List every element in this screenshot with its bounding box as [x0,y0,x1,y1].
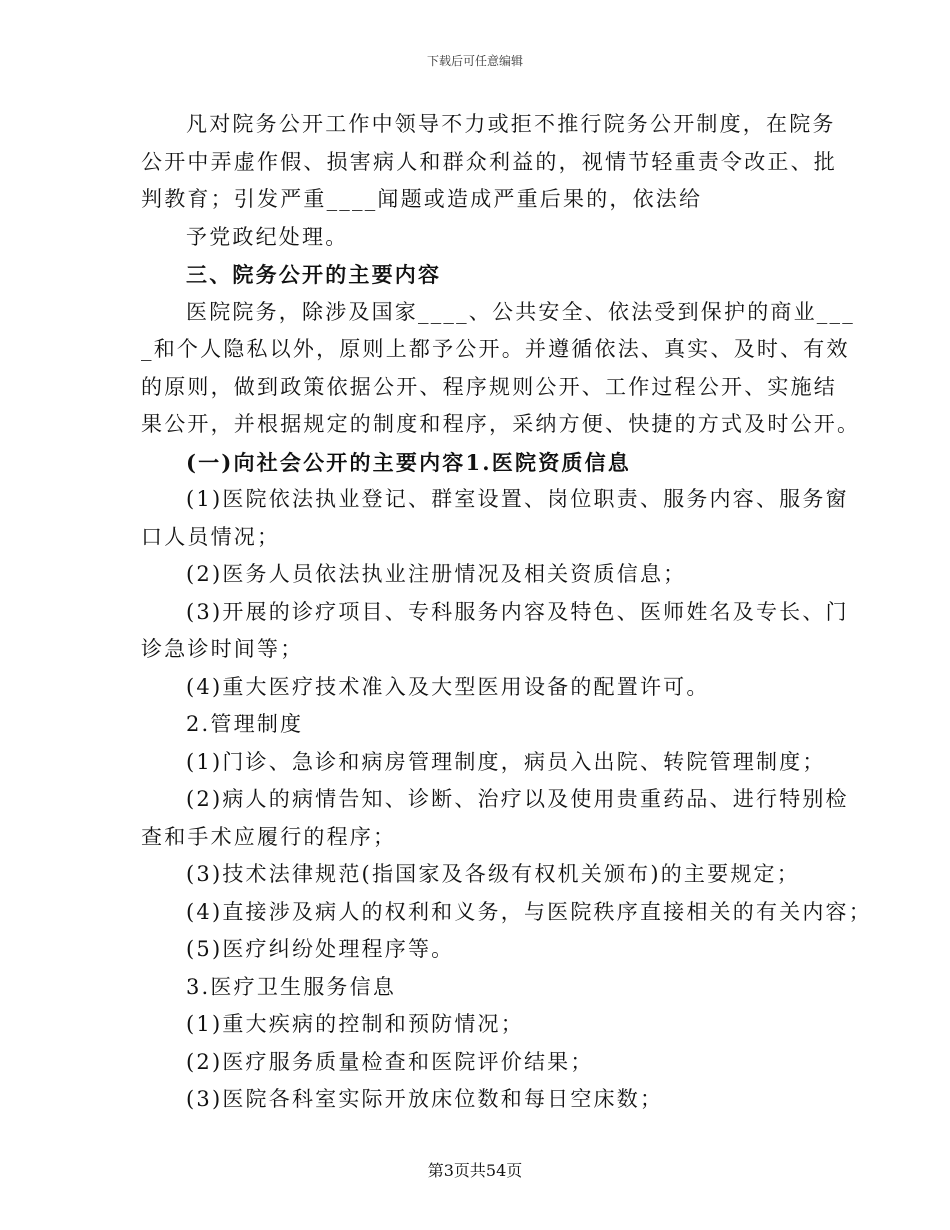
paragraph-line: 予党政纪处理。 [186,224,349,249]
paragraph-line: 判教育；引发严重____闻题或造成严重后果的，依法给 [141,187,703,211]
paragraph-line: 口人员情况； [141,524,281,549]
paragraph-line: (3)开展的诊疗项目、专科服务内容及特色、医师姓名及专长、门 [186,599,849,624]
paragraph-line: (1)医院依法执业登记、群室设置、岗位职责、服务内容、服务窗 [186,487,849,511]
paragraph-line: (5)医疗纠纷处理程序等。 [186,937,455,961]
paragraph-line: (2)病人的病情告知、诊断、治疗以及使用贵重药品、进行特别检 [186,787,849,811]
paragraph-line: (1)门诊、急诊和病房管理制度，病员入出院、转院管理制度； [186,749,826,774]
paragraph-line: (2)医疗服务质量检查和医院评价结果； [186,1049,594,1074]
paragraph-line: (2)医务人员依法执业注册情况及相关资质信息； [186,562,687,586]
paragraph-line: 2.管理制度 [186,712,304,736]
paragraph-line: (1)重大疾病的控制和预防情况； [186,1012,524,1036]
paragraph-line: (3)医院各科室实际开放床位数和每日空床数； [186,1087,664,1111]
paragraph-line: (3)技术法律规范(指国家及各级有权机关颁布)的主要规定； [186,862,800,886]
section-heading: (一)向社会公开的主要内容1.医院资质信息 [186,449,631,475]
paragraph-line: 医院院务，除涉及国家____、公共安全、依法受到保护的商业___ [186,299,855,324]
paragraph-line: _和个人隐私以外，原则上都予公开。并遵循依法、真实、及时、有效 [141,337,850,361]
paragraph-line: 查和手术应履行的程序； [141,824,397,849]
paragraph-line: 3.医疗卫生服务信息 [186,974,397,999]
paragraph-line: 凡对院务公开工作中领导不力或拒不推行院务公开制度，在院务 [186,112,836,136]
paragraph-line: 诊急诊时间等； [141,637,304,661]
page-footer: 第3页共54页 [427,1161,523,1180]
paragraph-line: 公开中弄虚作假、损害病人和群众利益的，视情节轻重责令改正、批 [141,149,837,174]
paragraph-line: (4)直接涉及病人的权利和义务，与医院秩序直接相关的有关内容； [186,899,872,924]
page-header: 下载后可任意编辑 [426,54,523,68]
section-heading: 三、院务公开的主要内容 [186,262,442,287]
paragraph-line: 果公开，并根据规定的制度和程序，采纳方便、快捷的方式及时公开。 [141,412,861,436]
paragraph-line: 的原则，做到政策依据公开、程序规则公开、工作过程公开、实施结 [141,374,837,399]
document-body [141,106,872,1119]
paragraph-line: (4)重大医疗技术准入及大型医用设备的配置许可。 [186,674,710,699]
